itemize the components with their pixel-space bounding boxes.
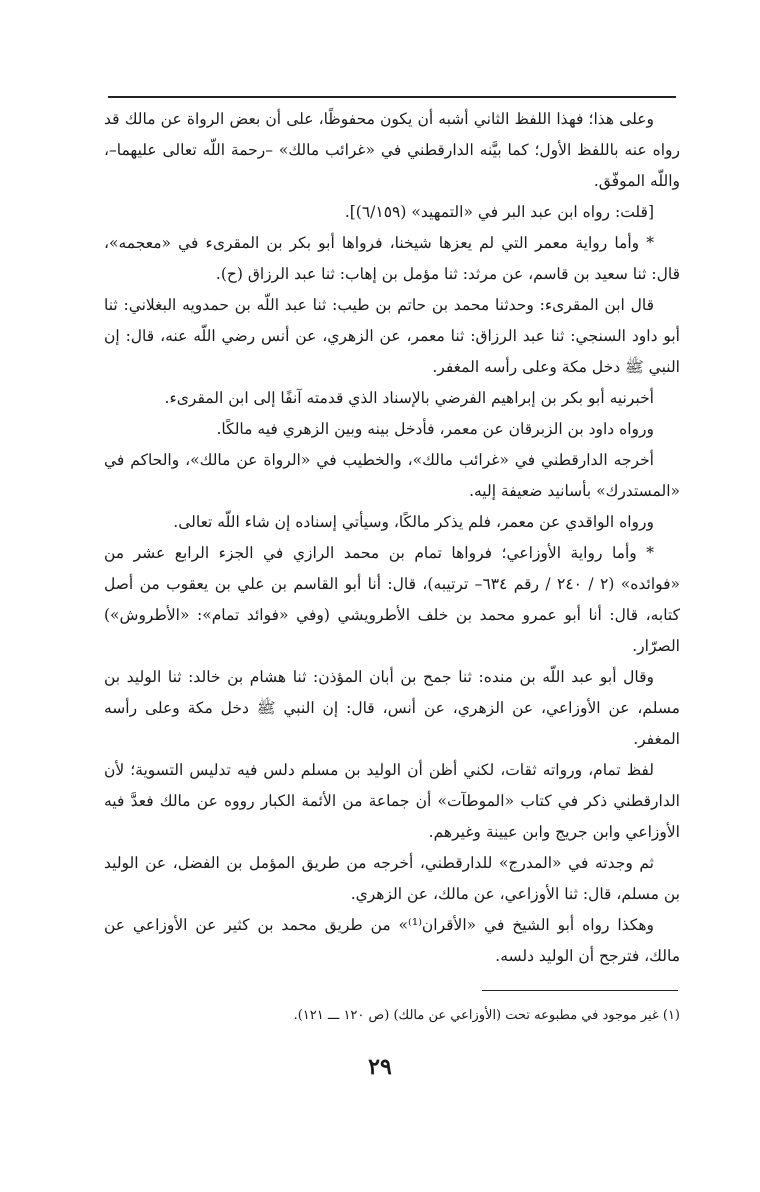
footnote: (١) غير موجود في مطبوعه تحت (الأوزاعي عن مالك) (ص ١٢٠ ـــ ١٢١). [293,1008,680,1023]
paragraph-7: أخرجه الدارقطني في «غرائب مالك»، والخطيب في «الرواة عن مالك»، والحاكم في «المستدرك» بأسانيد ضعيفة إليه. [104,451,680,500]
paragraph-3: * وأما رواية معمر التي لم يعزها شيخنا، فرواها أبو بكر بن المقرىء في «معجمه»، قال: ثنا سعيد بن قاسم، عن مرثد: ثنا مؤمل بن إهاب: ثنا عبد الرزاق (ح). [104,234,680,283]
paragraph-13: وهكذا رواه أبو الشيخ في «الأقران⁽¹⁾» من طريق محمد بن كثير عن الأوزاعي عن مالك، فترجح أن الوليد دلسه. [104,916,680,965]
paragraph-9: * وأما رواية الأوزاعي؛ فرواها تمام بن محمد الرازي في الجزء الرابع عشر من «فوائده» (٢ / ٢٤٠ / رقم ٦٣٤– ترتيبه)، قال: أنا أبو القاسم بن علي بن يعقوب من أصل كتابه، قال: أنا أبو عمرو محمد بن خلف الأطرويشي (وفي «فوائد تمام»: «الأطروش») الصرّار. [104,544,681,655]
paragraph-6: ورواه داود بن الزبرقان عن معمر، فأدخل بينه وبين الزهري فيه مالكًا. [216,420,654,438]
paragraph-1: وعلى هذا؛ فهذا اللفظ الثاني أشبه أن يكون محفوظًا، على أن بعض الرواة عن مالك قد رواه عنه باللفظ الأول؛ كما بيَّنه الدارقطني في «غرائب مالك» –رحمة اللّه تعالى عليهما–، واللّه الموفّق. [104,110,680,190]
paragraph-2: [قلت: رواه ابن عبد البر في «التمهيد» (٦/١٥٩)]. [344,203,654,221]
page-number: ٢٩ [368,1054,392,1080]
main-text [104,104,680,972]
paragraph-4: قال ابن المقرىء: وحدثنا محمد بن حاتم بن طيب: ثنا عبد اللّه بن حمدويه البغلاني: ثنا أبو داود السنجي: ثنا عبد الرزاق: ثنا معمر، عن الزهري، عن أنس رضي اللّه عنه، قال: إن النبي ﷺ دخل مكة وعلى رأسه المغفر. [104,296,680,376]
footnote-rule [482,990,678,991]
paragraph-12: ثم وجدته في «المدرج» للدارقطني، أخرجه من طريق المؤمل بن الفضل، عن الوليد بن مسلم، قال: ثنا الأوزاعي، عن مالك، عن الزهري. [104,854,680,903]
paragraph-11: لفظ تمام، ورواته ثقات، لكني أظن أن الوليد بن مسلم دلس فيه تدليس التسوية؛ لأن الدارقطني ذكر في كتاب «الموطآت» أن جماعة من الأئمة الكبار رووه عن مالك فعدَّ فيه الأوزاعي وابن جريج وابن عيينة وغيرهم. [104,761,680,841]
paragraph-5: أخبرنيه أبو بكر بن إبراهيم الفرضي بالإسناد الذي قدمته آنفًا إلى ابن المقرىء. [164,389,654,407]
paragraph-8: ورواه الواقدي عن معمر، فلم يذكر مالكًا، وسيأتي إسناده إن شاء اللّه تعالى. [173,513,654,531]
paragraph-10: وقال أبو عبد اللّه بن منده: ثنا جمح بن أبان المؤذن: ثنا هشام بن خالد: ثنا الوليد بن مسلم، عن الأوزاعي، عن الزهري، عن أنس، قال: إن النبي ﷺ دخل مكة وعلى رأسه المغفر. [104,668,680,748]
header-rule [108,96,676,98]
